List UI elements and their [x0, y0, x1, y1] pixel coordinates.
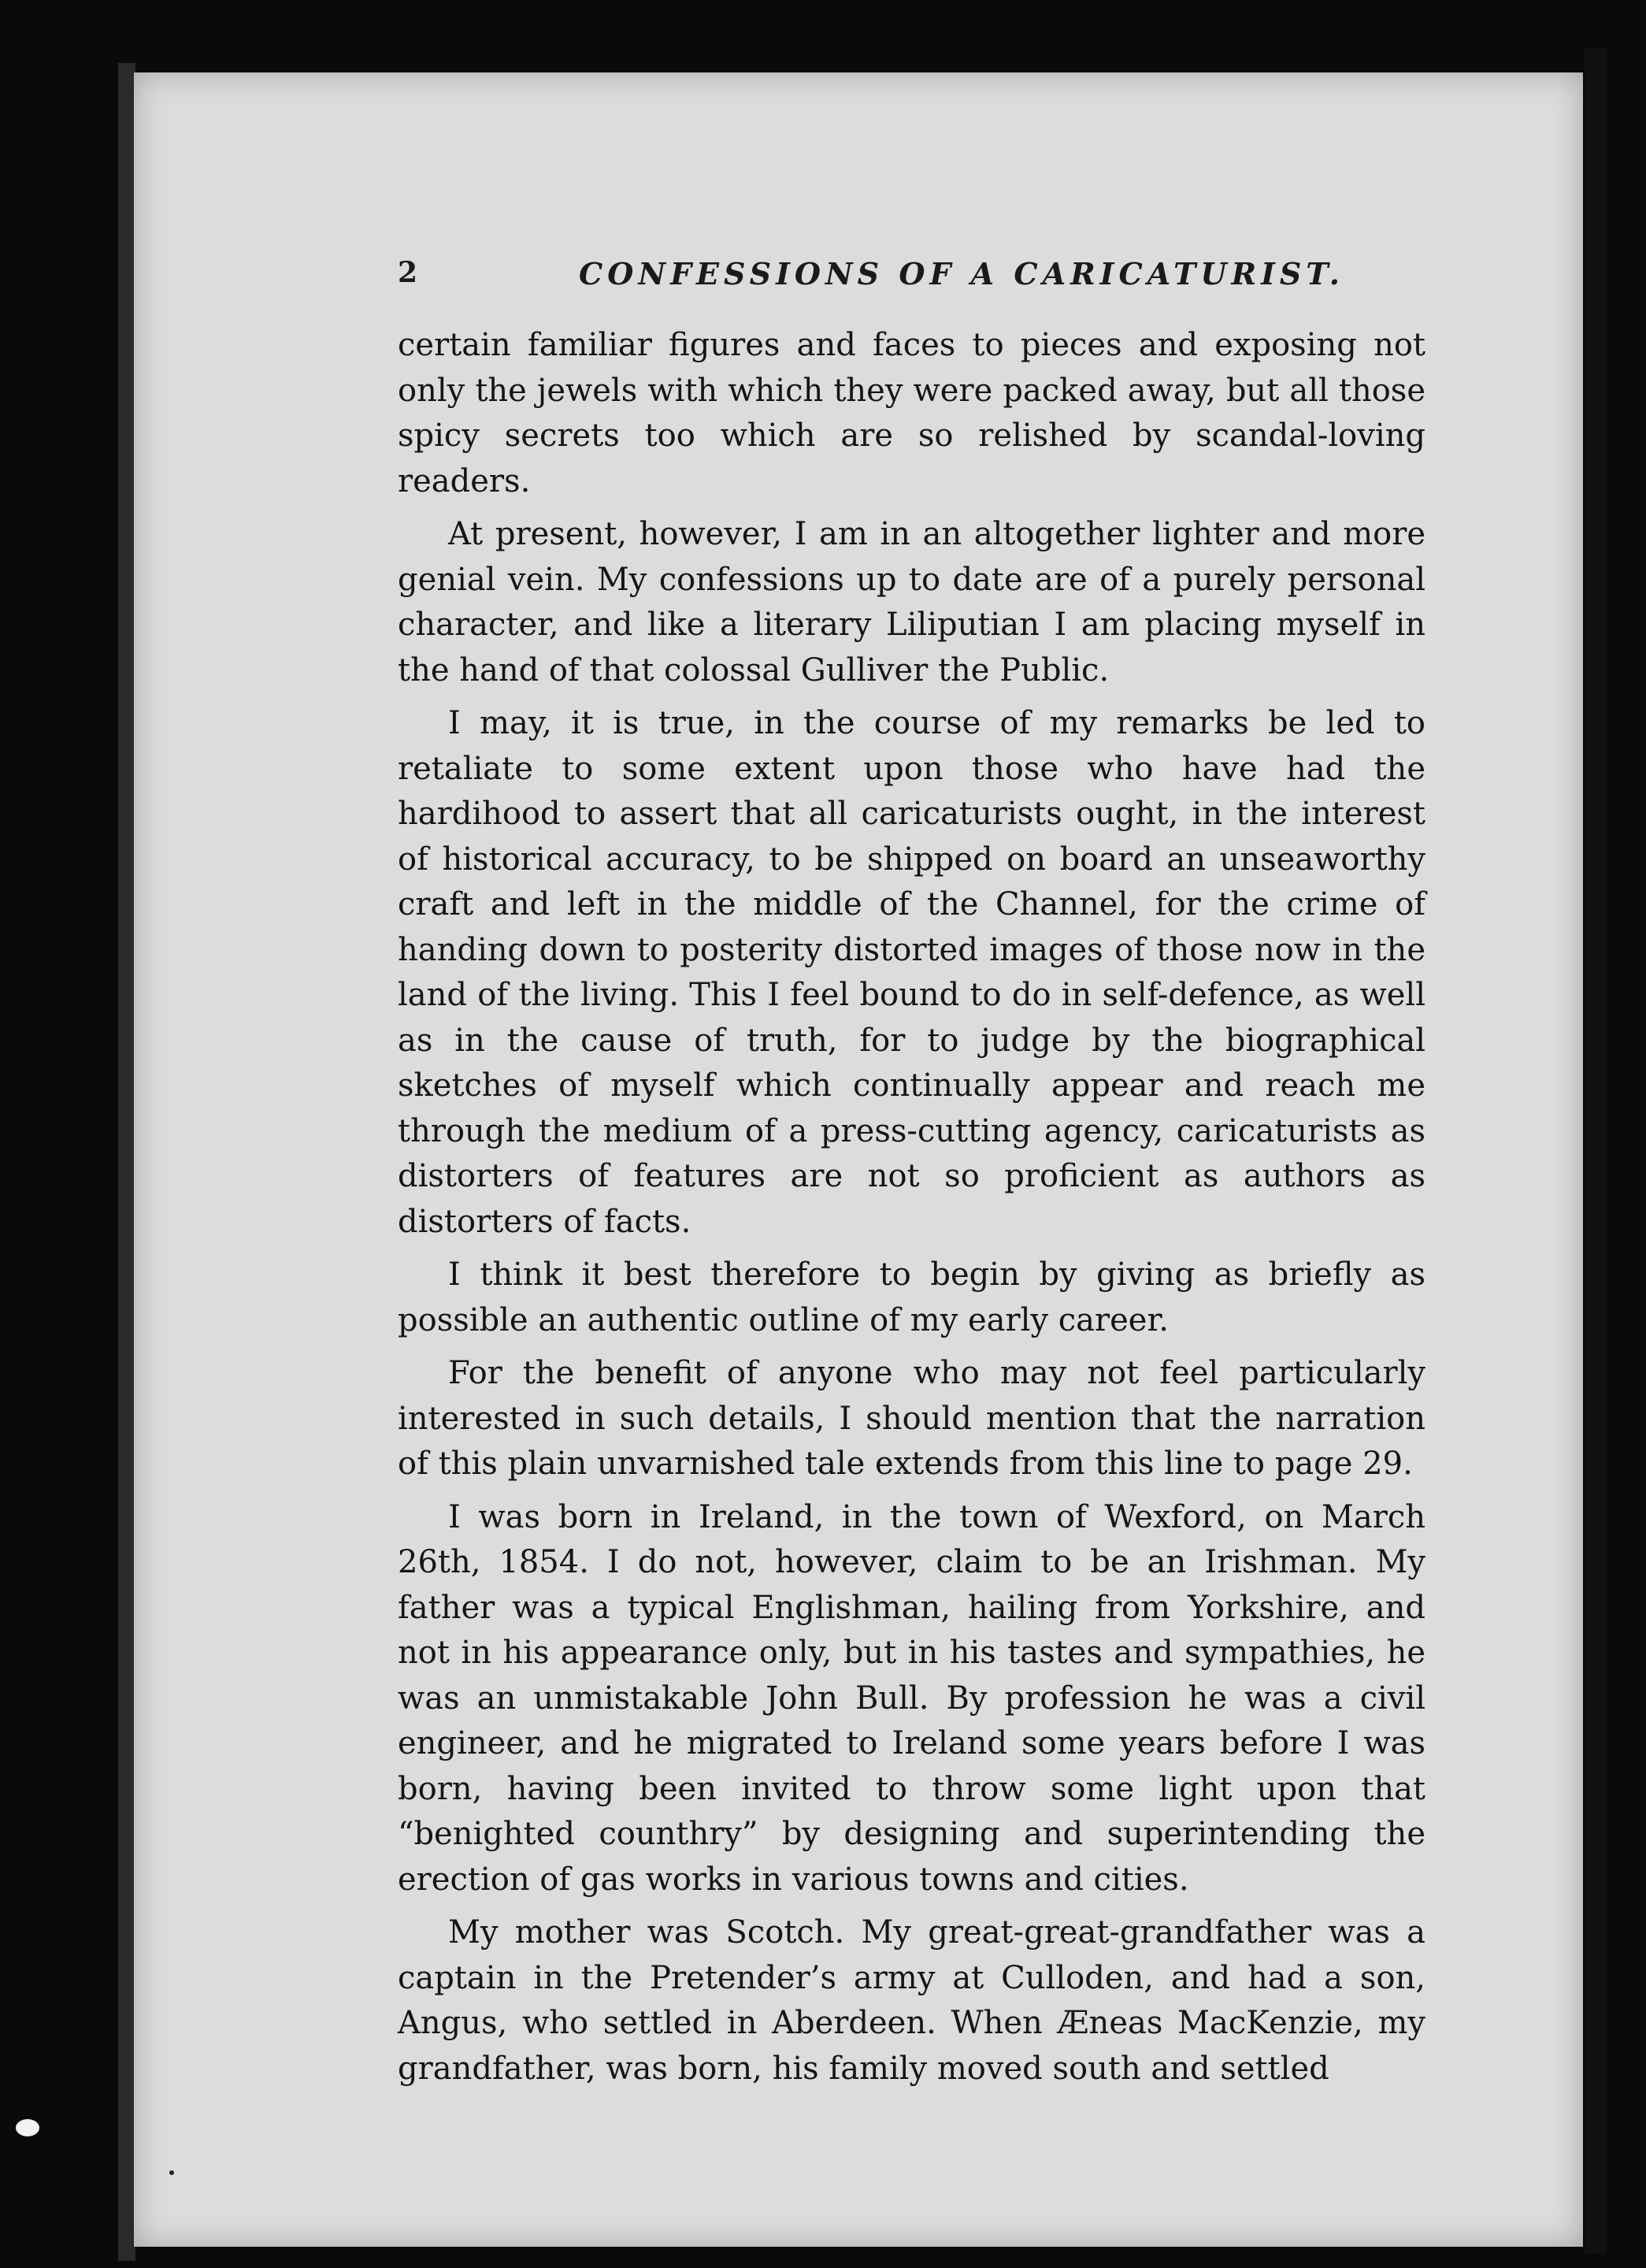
body-text	[398, 323, 1425, 2099]
paragraph: At present, however, I am in an altogether lighter and more genial vein. My confessions up to date are of a purely personal character, and like a literary Liliputian I am placing myself in the hand of that colossal Gulliver the Public.	[398, 516, 1425, 689]
running-title: CONFESSIONS OF A CARICATURIST.	[579, 256, 1344, 291]
scan-speck	[169, 2170, 174, 2175]
page-number: 2	[398, 256, 418, 289]
scan-speck	[16, 2119, 39, 2136]
paragraph: I was born in Ireland, in the town of Wexford, on March 26th, 1854. I do not, however, claim to be an Irishman. My father was a typical Englishman, hailing from Yorkshire, and not in his appearance only, but in his tastes and sympathies, he was an unmistakable John Bull. By profession he was a civil engineer, and he migrated to Ireland some years before I was born, having been invited to throw some light upon that “benighted counthry” by designing and superintending the erection of gas works in various towns and cities.	[398, 1498, 1425, 1898]
paragraph: I may, it is true, in the course of my remarks be led to retaliate to some extent upon those who have had the hardihood to assert that all caricaturists ought, in the interest of historical accuracy, to be shipped on board an unseaworthy craft and left in the middle of the Channel, for the crime of handing down to posterity distorted images of those now in the land of the living. This I feel bound to do in self-defence, as well as in the cause of truth, for to judge by the biographical sketches of myself which continually appear and reach me through the medium of a press-cutting agency, caricaturists as distorters of features are not so proficient as authors as distorters of facts.	[398, 705, 1425, 1240]
left-binding-edge	[118, 63, 135, 2261]
paragraph: For the benefit of anyone who may not feel particularly interested in such details, I should mention that the narration of this plain unvarnished tale extends from this line to page 29.	[398, 1355, 1425, 1482]
paragraph-continued: certain familiar figures and faces to pieces and exposing not only the jewels with which they were packed away, but all those spicy secrets too which are so relished by scandal-loving readers.	[398, 327, 1425, 499]
paragraph: My mother was Scotch. My great-great-grandfather was a captain in the Pretender’s army at Culloden, and had a son, Angus, who settled in Aberdeen. When Æneas MacKenzie, my grandfather, was born, his family moved south and settled	[398, 1914, 1425, 2087]
paragraph: I think it best therefore to begin by giving as briefly as possible an authentic outline of my early career.	[398, 1256, 1425, 1338]
page-header	[398, 256, 1422, 303]
right-binding-edge	[1585, 47, 1607, 2253]
